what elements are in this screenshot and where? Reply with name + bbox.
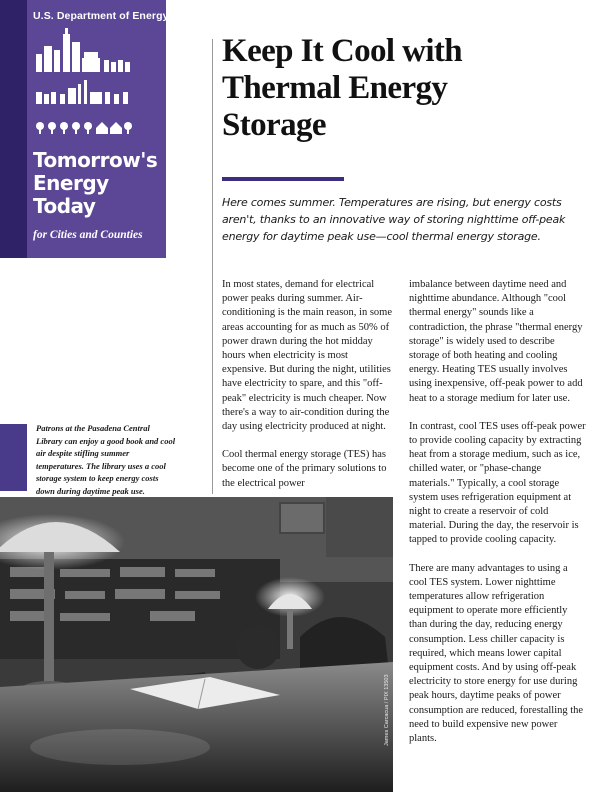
- series-title-line: Energy: [33, 171, 109, 195]
- skyline-logo-icon: [30, 22, 162, 142]
- brand-stripe: [0, 0, 27, 258]
- body-paragraph: In contrast, cool TES uses off-peak power to provide cooling capacity by extracting heat from a storage medium, such as ice, chilled water, or "phase-change materials." Typically, a cool storage system uses refrigeration equipment at night to create a reservoir of cold material. During the day, the reservoir is tapped to provide cooling capacity.: [409, 420, 586, 546]
- body-paragraph: Cool thermal energy storage (TES) has become one of the primary solutions to the electrical power: [222, 449, 387, 489]
- column-divider: [212, 39, 213, 494]
- body-column-1: [222, 278, 394, 505]
- title-line: Storage: [222, 107, 326, 143]
- body-paragraph: In most states, demand for electrical power peaks during summer. Air-conditioning is the main reason, in some areas accounting for as much as 50% of power drawn during the hot midday hours when electricity is most expensive. But during the night, utilities have electricity to spare, and this "off-peak" electricity is much cheaper. Now there's a way to air-condition during the day using electricity produced at night.: [222, 279, 393, 433]
- series-subtitle: for Cities and Counties: [33, 229, 143, 241]
- library-photo: [0, 497, 393, 792]
- article-title: [222, 33, 462, 144]
- title-line: Thermal Energy: [222, 70, 448, 106]
- body-column-2: [409, 278, 587, 760]
- intro-paragraph: Here comes summer. Temperatures are rising, but energy costs aren't, thanks to an innovative way of storing nighttime off-peak energy for daytime peak use—cool thermal energy storage.: [222, 196, 566, 243]
- photo-caption: Patrons at the Pasadena Central Library can enjoy a good book and cool air despite stifling summer temperatures. The library uses a cool storage system to keep energy costs down during daytime peak use.: [36, 423, 176, 496]
- caption-marker: [0, 424, 27, 491]
- title-line: Keep It Cool with: [222, 33, 463, 69]
- photo-credit: James Carcacua / PIX 13503: [384, 674, 390, 746]
- series-title-line: Today: [33, 194, 96, 218]
- title-rule: [222, 177, 344, 181]
- series-title-line: Tomorrow's: [33, 148, 158, 172]
- body-paragraph: imbalance between daytime need and nighttime abundance. Although "cool thermal energy" sounds like a contradiction, the phrase "thermal energy storage" is widely used to describe storage of both heating and cooling energy. Heating TES usually involves using inexpensive, off-peak power to add heat to a storage medium for later use.: [409, 279, 583, 404]
- brand-panel: [0, 0, 169, 258]
- series-title: [33, 149, 157, 218]
- body-paragraph: There are many advantages to using a cool TES system. Lower nighttime temperatures allow refrigeration equipment to operate more efficiently than during the day, reducing energy consumption. Less chiller capacity is required, which means lower capital equipment costs. And by using off-peak electricity to store energy for use during peak hours, daytime peaks of power consumption are reduced, forestalling the need to build expensive new power plants.: [409, 562, 584, 745]
- department-name: U.S. Department of Energy: [33, 10, 169, 22]
